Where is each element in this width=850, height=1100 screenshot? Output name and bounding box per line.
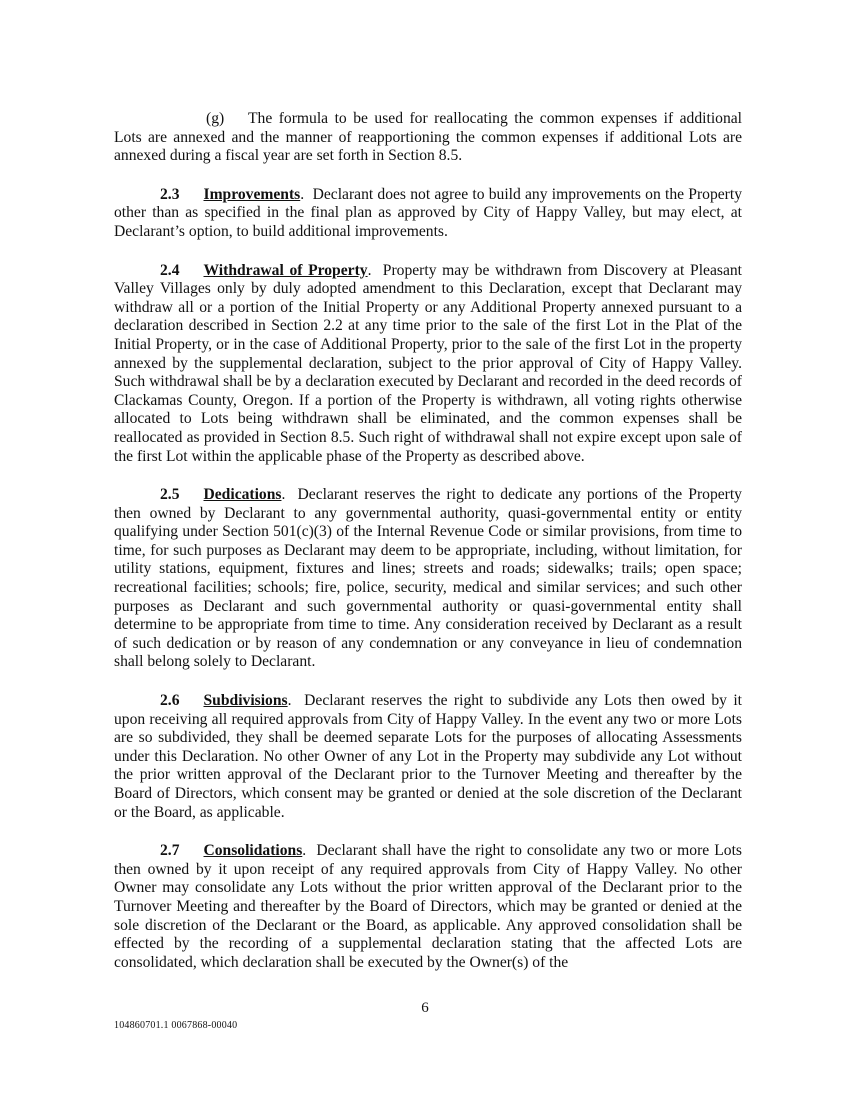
document-id: 104860701.1 0067868-00040 xyxy=(114,1020,238,1031)
section-number: 2.6 xyxy=(160,692,180,710)
section-2-5: 2.5 Dedications. Declarant reserves the right to dedicate any portions of the Property then owned by Declarant to any governmental authority, quasi-governmental entity or entity qualifying under Section 501(c)(3) of the Internal Revenue Code or similar provisions, from time to time, for such purposes as Declarant may deem to be appropriate, including, without limitation, for utility stations, equipment, fixtures and lines; streets and roads; sidewalks; trails; open space; recreational facilities; schools; fire, police, security, medical and similar services; and such other purposes as Declarant and such governmental authority or quasi-governmental entity shall determine to be appropriate from time to time. Any consideration received by Declarant as a result of such dedication or by reason of any condemnation or any conveyance in lieu of condemnation shall belong solely to Declarant. xyxy=(114,486,742,671)
section-2-7: 2.7 Consolidations. Declarant shall have the right to consolidate any two or more Lots then owned by it upon receipt of any required approvals from City of Happy Valley. No other Owner may consolidate any Lots without the prior written approval of the Declarant prior to the Turnover Meeting and thereafter by the Board of Directors, which may be granted or denied at the sole discretion of the Declarant or the Board, as applicable. Any approved consolidation shall be effected by the recording of a supplemental declaration stating that the affected Lots are consolidated, which declaration shall be executed by the Owner(s) of the xyxy=(114,842,742,971)
section-number: 2.5 xyxy=(160,486,180,504)
page-number: 6 xyxy=(421,1000,429,1016)
section-heading: Consolidations xyxy=(203,842,303,860)
paragraph-g-label: (g) xyxy=(206,110,225,127)
section-number: 2.4 xyxy=(160,261,180,279)
section-2-6: 2.6 Subdivisions. Declarant reserves the right to subdivide any Lots then owed by it upon receiving all required approvals from City of Happy Valley. In the event any two or more Lots are so subdivided, they shall be deemed separate Lots for the purposes of allocating Assessments under this Declaration. No other Owner of any Lot in the Property may subdivide any Lot without the prior written approval of the Declarant prior to the Turnover Meeting and thereafter by the Board of Directors, which consent may be granted or denied at the sole discretion of the Declarant or the Board, as applicable. xyxy=(114,692,742,821)
section-heading: Withdrawal of Property xyxy=(203,261,368,279)
section-text: Declarant shall have the right to consolidate any two or more Lots then owned by it upon receipt of any required approvals from City of Happy Valley. No other Owner may consolidate any Lots without the prior written approval of the Declarant prior to the Turnover Meeting and thereafter by the Board of Directors, which may be granted or denied at the sole discretion of the Declarant or the Board, as applicable. Any approved consolidation shall be effected by the recording of a supplemental declaration stating that the affected Lots are consolidated, which declaration shall be executed by the Owner(s) of the xyxy=(114,842,742,971)
document-body xyxy=(114,110,742,992)
section-number: 2.3 xyxy=(160,185,180,203)
section-text: Declarant reserves the right to dedicate any portions of the Property then owned by Declarant to any governmental authority, quasi-governmental entity or entity qualifying under Section 501(c)(3) of the Internal Revenue Code or similar provisions, from time to time, for such purposes as Declarant may deem to be appropriate, including, without limitation, for utility stations, equipment, fixtures and lines; streets and roads; sidewalks; trails; open space; recreational facilities; schools; fire, police, security, medical and similar services; and such other purposes as Declarant and such governmental authority or quasi-governmental entity shall determine to be appropriate from time to time. Any consideration received by Declarant as a result of such dedication or by reason of any condemnation or any conveyance in lieu of condemnation shall belong solely to Declarant. xyxy=(114,486,742,671)
section-heading: Subdivisions xyxy=(203,692,288,710)
section-text: Declarant reserves the right to subdivide any Lots then owed by it upon receiving all required approvals from City of Happy Valley. In the event any two or more Lots are so subdivided, they shall be deemed separate Lots for the purposes of allocating Assessments under this Declaration. No other Owner of any Lot in the Property may subdivide any Lot without the prior written approval of the Declarant prior to the Turnover Meeting and thereafter by the Board of Directors, which consent may be granted or denied at the sole discretion of the Declarant or the Board, as applicable. xyxy=(114,692,742,821)
section-2-4: 2.4 Withdrawal of Property. Property may be withdrawn from Discovery at Pleasant Valley Villages only by duly adopted amendment to this Declaration, except that Declarant may withdraw all or a portion of the Initial Property or any Additional Property annexed pursuant to a declaration described in Section 2.2 at any time prior to the sale of the first Lot in the Plat of the Initial Property, or in the case of Additional Property, prior to the sale of the first Lot in the property annexed by the supplemental declaration, subject to the prior approval of City of Happy Valley. Such withdrawal shall be by a declaration executed by Declarant and recorded in the deed records of Clackamas County, Oregon. If a portion of the Property is withdrawn, all voting rights otherwise allocated to Lots being withdrawn shall be eliminated, and the common expenses shall be reallocated as provided in Section 8.5. Such right of withdrawal shall not expire except upon sale of the first Lot within the applicable phase of the Property as described above. xyxy=(114,261,742,465)
section-text: Property may be withdrawn from Discovery at Pleasant Valley Villages only by duly adopted amendment to this Declaration, except that Declarant may withdraw all or a portion of the Initial Property or any Additional Property annexed pursuant to a declaration described in Section 2.2 at any time prior to the sale of the first Lot in the Plat of the Initial Property, or in the case of Additional Property, prior to the sale of the first Lot in the property annexed by the supplemental declaration, subject to the prior approval of City of Happy Valley. Such withdrawal shall be by a declaration executed by Declarant and recorded in the deed records of Clackamas County, Oregon. If a portion of the Property is withdrawn, all voting rights otherwise allocated to Lots being withdrawn shall be eliminated, and the common expenses shall be reallocated as provided in Section 8.5. Such right of withdrawal shall not expire except upon sale of the first Lot within the applicable phase of the Property as described above. xyxy=(114,261,742,465)
section-number: 2.7 xyxy=(160,842,180,860)
section-heading: Dedications xyxy=(203,486,282,504)
section-heading: Improvements xyxy=(203,185,301,203)
paragraph-g-text: The formula to be used for reallocating the common expenses if additional Lots are annexed and the manner of reapportioning the common expenses if additional Lots are annexed during a fiscal year are set forth in Section 8.5. xyxy=(114,110,742,165)
section-text: Declarant does not agree to build any improvements on the Property other than as specified in the final plan as approved by City of Happy Valley, but may elect, at Declarant’s option, to build additional improvements. xyxy=(114,185,742,240)
paragraph-g xyxy=(114,110,742,166)
section-2-3: 2.3 Improvements. Declarant does not agree to build any improvements on the Property other than as specified in the final plan as approved by City of Happy Valley, but may elect, at Declarant’s option, to build additional improvements. xyxy=(114,185,742,240)
